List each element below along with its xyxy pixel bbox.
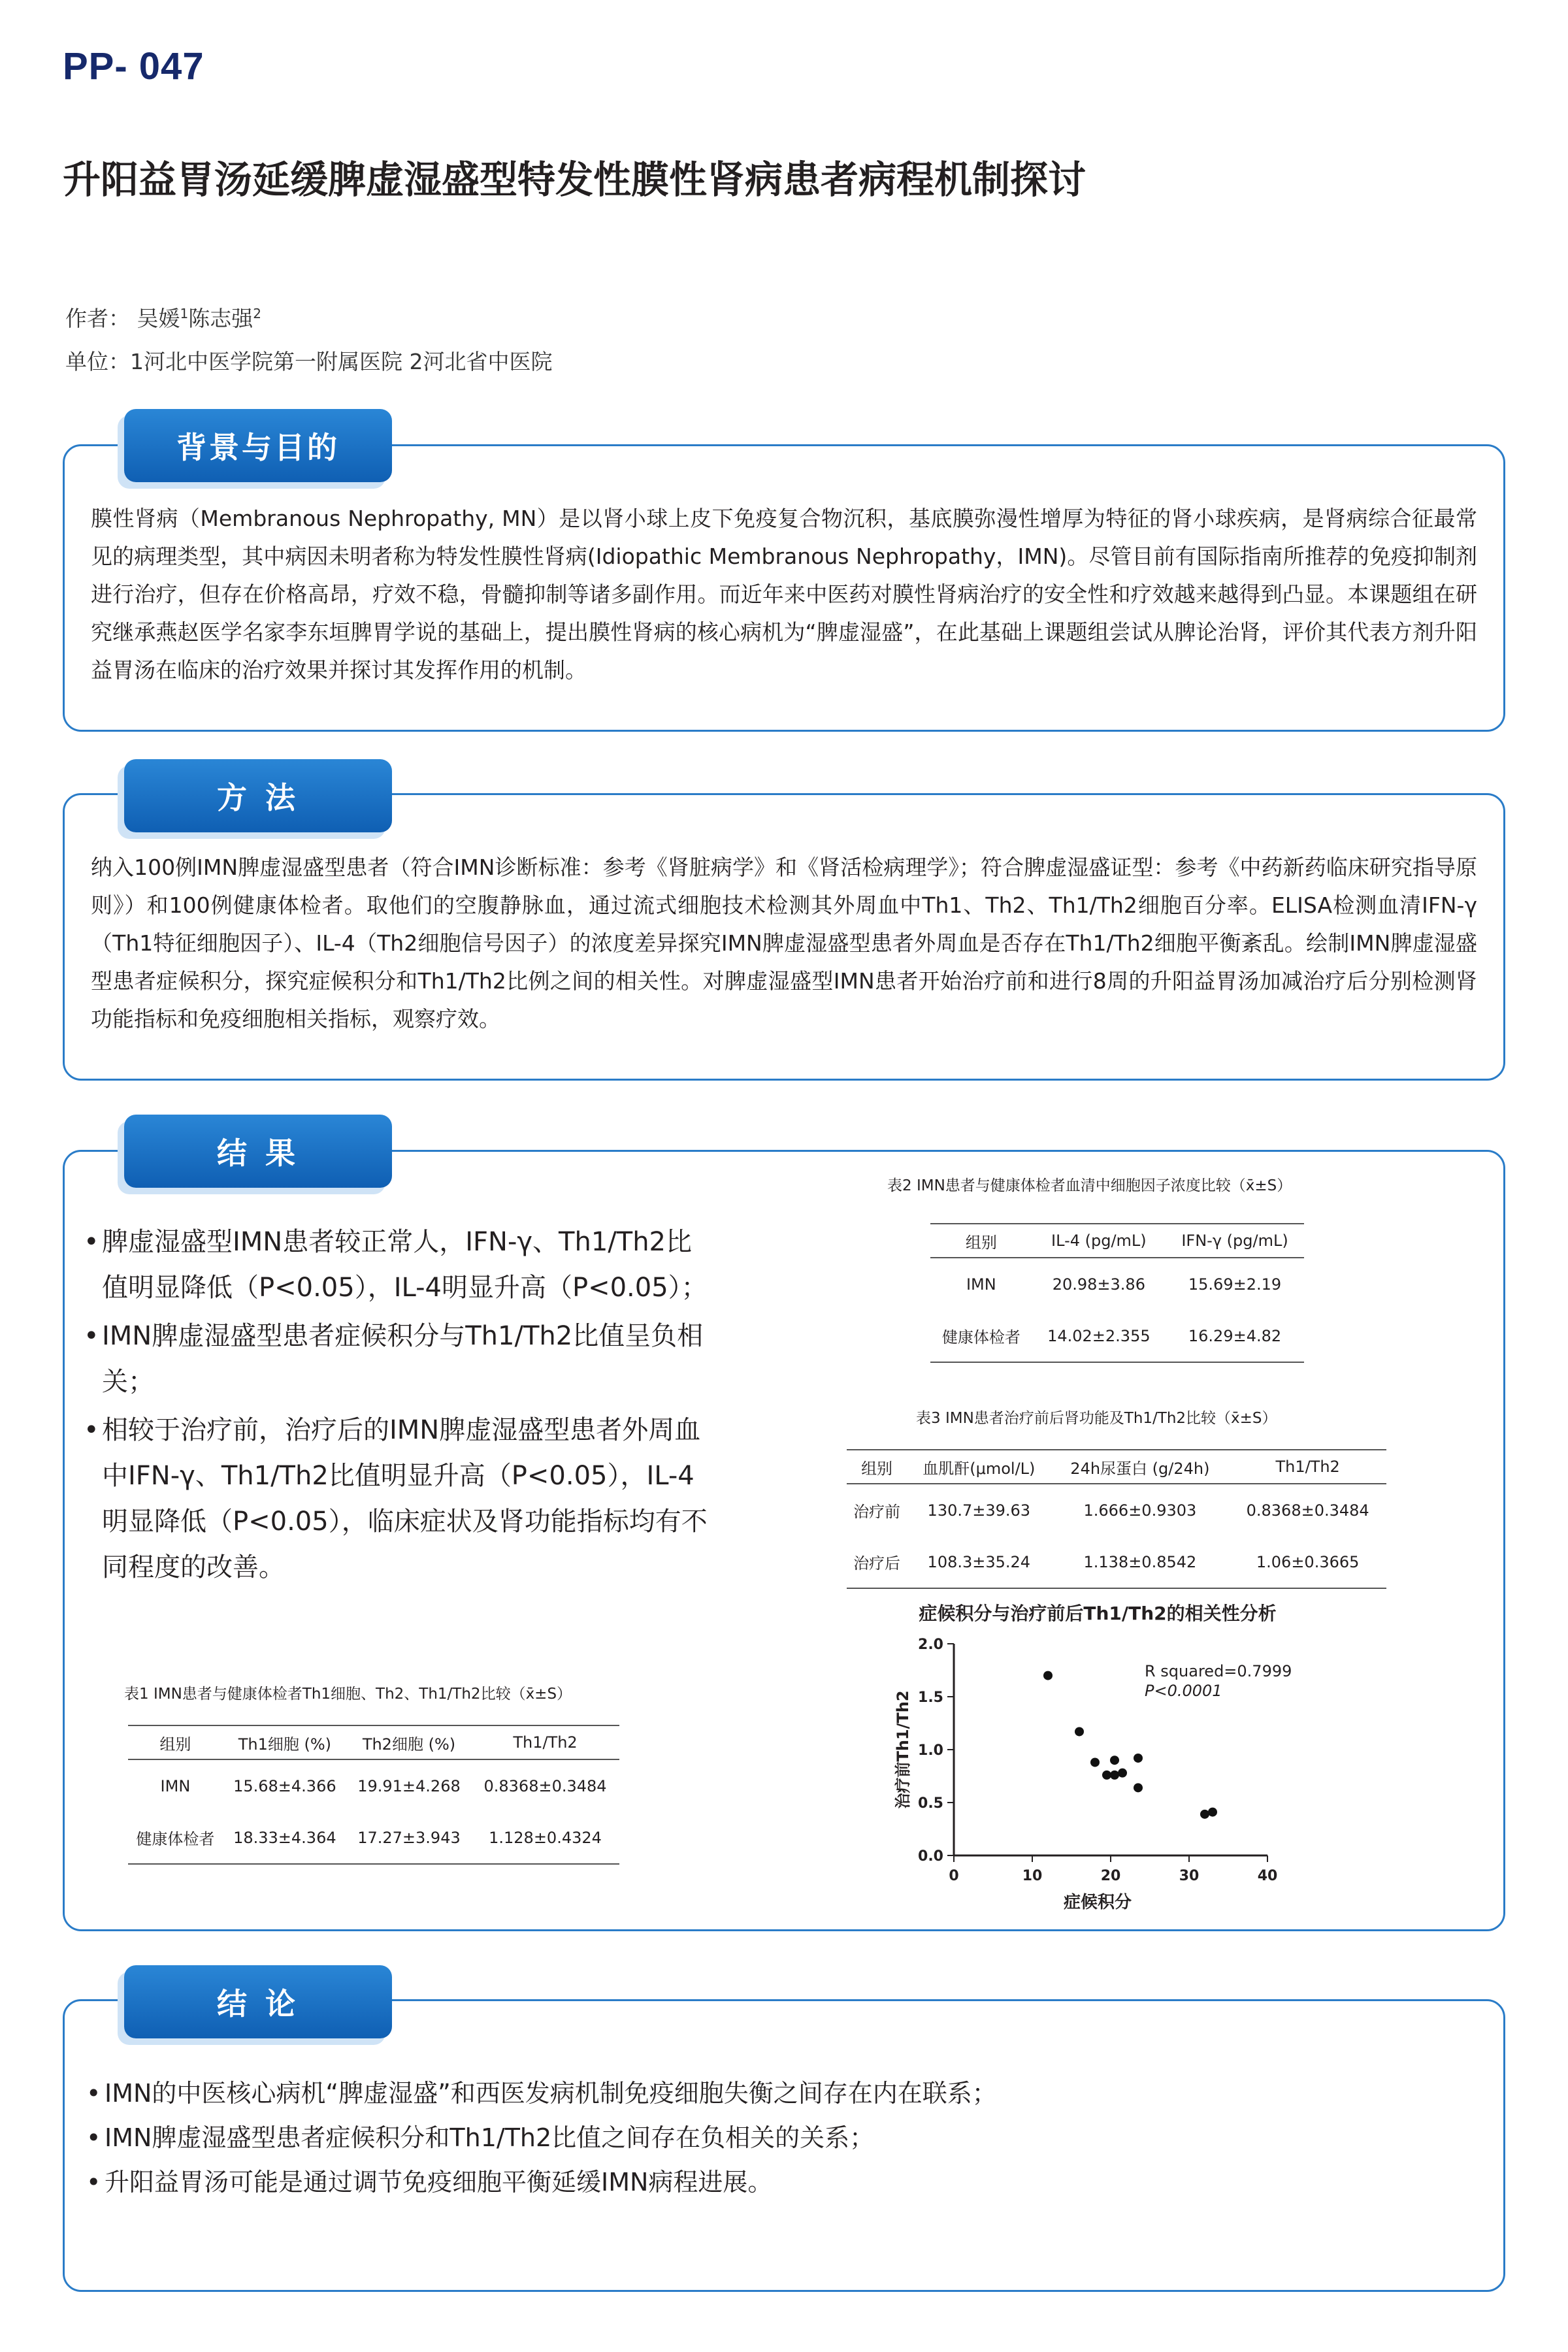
table1-cell: 17.27±3.943	[347, 1812, 471, 1864]
table3-header: 血肌酐(μmol/L)	[907, 1450, 1051, 1484]
scatter-point	[1090, 1757, 1100, 1767]
result-item-2: • IMN脾虚湿盛型患者症候积分与Th1/Th2比值呈负相关；	[84, 1313, 713, 1405]
table3-cell: 1.666±0.9303	[1083, 1501, 1197, 1520]
table3-row	[847, 1536, 1386, 1588]
table3-row	[847, 1484, 1386, 1536]
table1-header: Th1/Th2	[471, 1725, 619, 1759]
scatter-point	[1200, 1810, 1209, 1819]
table1-header: 组别	[128, 1725, 223, 1759]
conclusion-heading: 结 论	[124, 1965, 392, 2038]
table3-cell: 130.7±39.63	[927, 1501, 1031, 1520]
scatter-point	[1118, 1769, 1127, 1778]
scatter-point	[1134, 1754, 1143, 1763]
methods-text: 纳入100例IMN脾虚湿盛型患者（符合IMN诊断标准：参考《肾脏病学》和《肾活检病理学》；符合脾虚湿盛证型：参考《中药新药临床研究指导原则》）和100例健康体检者。取他们的空腹静脉血，通过流式细胞技术检测其外周血中Th1、Th2、Th1/Th2细胞百分率。ELISA检测血清IFN-γ（Th1特征细胞因子）、IL-4（Th2细胞信号因子）的浓度差异探究IMN脾虚湿盛型患者外周血是否存在Th1/Th2细胞平衡紊乱。绘制IMN脾虚湿盛型患者症候积分，探究症候积分和Th1/Th2比例之间的相关性。对脾虚湿盛型IMN患者开始治疗前和进行8周的升阳益胃汤加减治疗后分别检测肾功能指标和免疫细胞相关指标，观察疗效。	[91, 855, 1477, 1032]
background-panel	[63, 444, 1505, 732]
author-2-sup: 2	[253, 306, 261, 321]
authors-label: 作者：	[65, 306, 130, 331]
poster-code: PP- 047	[63, 45, 204, 88]
scatter-chart	[889, 1594, 1346, 1921]
table3	[847, 1449, 1386, 1589]
table1-cell: 1.128±0.4324	[471, 1812, 619, 1864]
table2-header: IFN-γ (pg/mL)	[1166, 1224, 1304, 1258]
table1-cell: 19.91±4.268	[357, 1776, 461, 1795]
x-tick-label: 0	[949, 1868, 959, 1884]
y-tick-label: 1.5	[918, 1690, 943, 1706]
table2-header: 组别	[930, 1224, 1032, 1258]
y-tick-label: 2.0	[918, 1637, 943, 1653]
table2-caption: 表2 IMN患者与健康体检者血清中细胞因子浓度比较（x̄±S）	[887, 1177, 1292, 1194]
table1-header: Th1细胞 (%)	[223, 1725, 347, 1759]
x-tick-label: 30	[1179, 1868, 1200, 1884]
background-heading: 背景与目的	[124, 409, 392, 482]
scatter-point	[1075, 1727, 1084, 1736]
table3-cell: 0.8368±0.3484	[1246, 1501, 1369, 1520]
methods-panel	[63, 793, 1505, 1081]
table1-cell: IMN	[160, 1776, 191, 1795]
conclusion-item-1: • IMN的中医核心病机“脾虚湿盛”和西医发病机制免疫细胞失衡之间存在内在联系；	[86, 2071, 1458, 2115]
background-text: 膜性肾病（Membranous Nephropathy, MN）是以肾小球上皮下免疫复合物沉积，基底膜弥漫性增厚为特征的肾小球疾病，是肾病综合征最常见的病理类型，其中病因未明者称为特发性膜性肾病(Idiopathic Membranous Nephropathy，IMN)。尽管目前有国际指南所推荐的免疫抑制剂进行治疗，但存在价格高昂，疗效不稳，骨髓抑制等诸多副作用。而近年来中医药对膜性肾病治疗的安全性和疗效越来越得到凸显。本课题组在研究继承燕赵医学名家李东垣脾胃学说的基础上，提出膜性肾病的核心病机为“脾虚湿盛”，在此基础上课题组尝试从脾论治肾，评价其代表方剂升阳益胃汤在临床的治疗效果并探讨其发挥作用的机制。	[91, 506, 1477, 683]
table1-header: Th2细胞 (%)	[347, 1725, 471, 1759]
table3-caption: 表3 IMN患者治疗前后肾功能及Th1/Th2比较（x̄±S）	[916, 1410, 1277, 1427]
table2	[930, 1223, 1304, 1363]
table3-cell: 1.138±0.8542	[1051, 1536, 1229, 1588]
x-tick-label: 40	[1257, 1868, 1278, 1884]
scatter-point	[1208, 1808, 1217, 1817]
table2-cell: IMN	[966, 1275, 996, 1294]
table2-cell: 14.02±2.355	[1032, 1310, 1166, 1362]
x-axis-label: 症候积分	[1063, 1893, 1132, 1912]
poster-title: 升阳益胃汤延缓脾虚湿盛型特发性膜性肾病患者病程机制探讨	[63, 157, 1086, 202]
table1-row	[128, 1759, 619, 1812]
result-item-1: • 脾虚湿盛型IMN患者较正常人，IFN-γ、Th1/Th2比值明显降低（P<0.05），IL-4明显升高（P<0.05）；	[84, 1219, 713, 1311]
table2-row	[930, 1310, 1304, 1362]
table1-row	[128, 1812, 619, 1864]
table2-row	[930, 1258, 1304, 1310]
author-1: 吴媛	[137, 306, 180, 331]
table3-header-row	[847, 1450, 1386, 1484]
table2-cell: 健康体检者	[930, 1310, 1032, 1362]
y-tick-label: 0.5	[918, 1795, 943, 1812]
result-item-3: • 相较于治疗前，治疗后的IMN脾虚湿盛型患者外周血中IFN-γ、Th1/Th2比值明显升高（P<0.05），IL-4明显降低（P<0.05），临床症状及肾功能指标均有不同程度的改善。	[84, 1407, 713, 1590]
table3-header: 组别	[847, 1450, 907, 1484]
conclusion-bullets	[86, 2071, 1458, 2204]
table1-cell: 18.33±4.364	[223, 1812, 347, 1864]
scatter-point	[1110, 1756, 1119, 1765]
scatter-point	[1043, 1671, 1053, 1680]
table2-header-row	[930, 1224, 1304, 1258]
table2-cell: 20.98±3.86	[1052, 1275, 1145, 1294]
table1-cell: 15.68±4.366	[233, 1776, 336, 1795]
table3-header: 24h尿蛋白 (g/24h)	[1051, 1450, 1229, 1484]
table2-cell: 16.29±4.82	[1166, 1310, 1304, 1362]
table2-header: IL-4 (pg/mL)	[1032, 1224, 1166, 1258]
conclusion-item-3: • 升阳益胃汤可能是通过调节免疫细胞平衡延缓IMN病程进展。	[86, 2160, 1458, 2204]
table1-cell: 健康体检者	[128, 1812, 223, 1864]
chart-title: 症候积分与治疗前后Th1/Th2的相关性分析	[919, 1603, 1277, 1624]
y-axis-label: 治疗前Th1/Th2	[894, 1690, 912, 1809]
table3-cell: 108.3±35.24	[907, 1536, 1051, 1588]
author-2: 陈志强	[188, 306, 253, 331]
y-tick-label: 0.0	[918, 1848, 943, 1865]
results-bullets	[84, 1219, 713, 1593]
scatter-point	[1134, 1783, 1143, 1792]
x-tick-label: 20	[1100, 1868, 1121, 1884]
table2-cell: 15.69±2.19	[1188, 1275, 1282, 1294]
methods-heading: 方 法	[124, 759, 392, 832]
r-squared-annotation: R squared=0.7999	[1145, 1662, 1292, 1680]
x-tick-label: 10	[1022, 1868, 1043, 1884]
author-1-sup: 1	[180, 306, 189, 321]
table3-cell: 治疗前	[853, 1503, 901, 1521]
table1-header-row	[128, 1725, 619, 1759]
table3-cell: 1.06±0.3665	[1229, 1536, 1386, 1588]
conclusion-item-2: • IMN脾虚湿盛型患者症候积分和Th1/Th2比值之间存在负相关的关系；	[86, 2115, 1458, 2160]
scatter-point	[1110, 1771, 1119, 1780]
scatter-point	[1102, 1771, 1111, 1780]
results-heading: 结 果	[124, 1115, 392, 1188]
y-tick-label: 1.0	[918, 1742, 943, 1759]
p-value-annotation: P<0.0001	[1145, 1682, 1222, 1700]
table1-caption: 表1 IMN患者与健康体检者Th1细胞、Th2、Th1/Th2比较（x̄±S）	[124, 1686, 572, 1703]
table1-cell: 0.8368±0.3484	[483, 1776, 607, 1795]
affiliation-line: 单位：1河北中医学院第一附属医院 2河北省中医院	[65, 349, 553, 374]
authors-line	[65, 302, 261, 333]
table3-header: Th1/Th2	[1229, 1450, 1386, 1484]
table3-cell: 治疗后	[847, 1536, 907, 1588]
table1	[128, 1725, 619, 1865]
